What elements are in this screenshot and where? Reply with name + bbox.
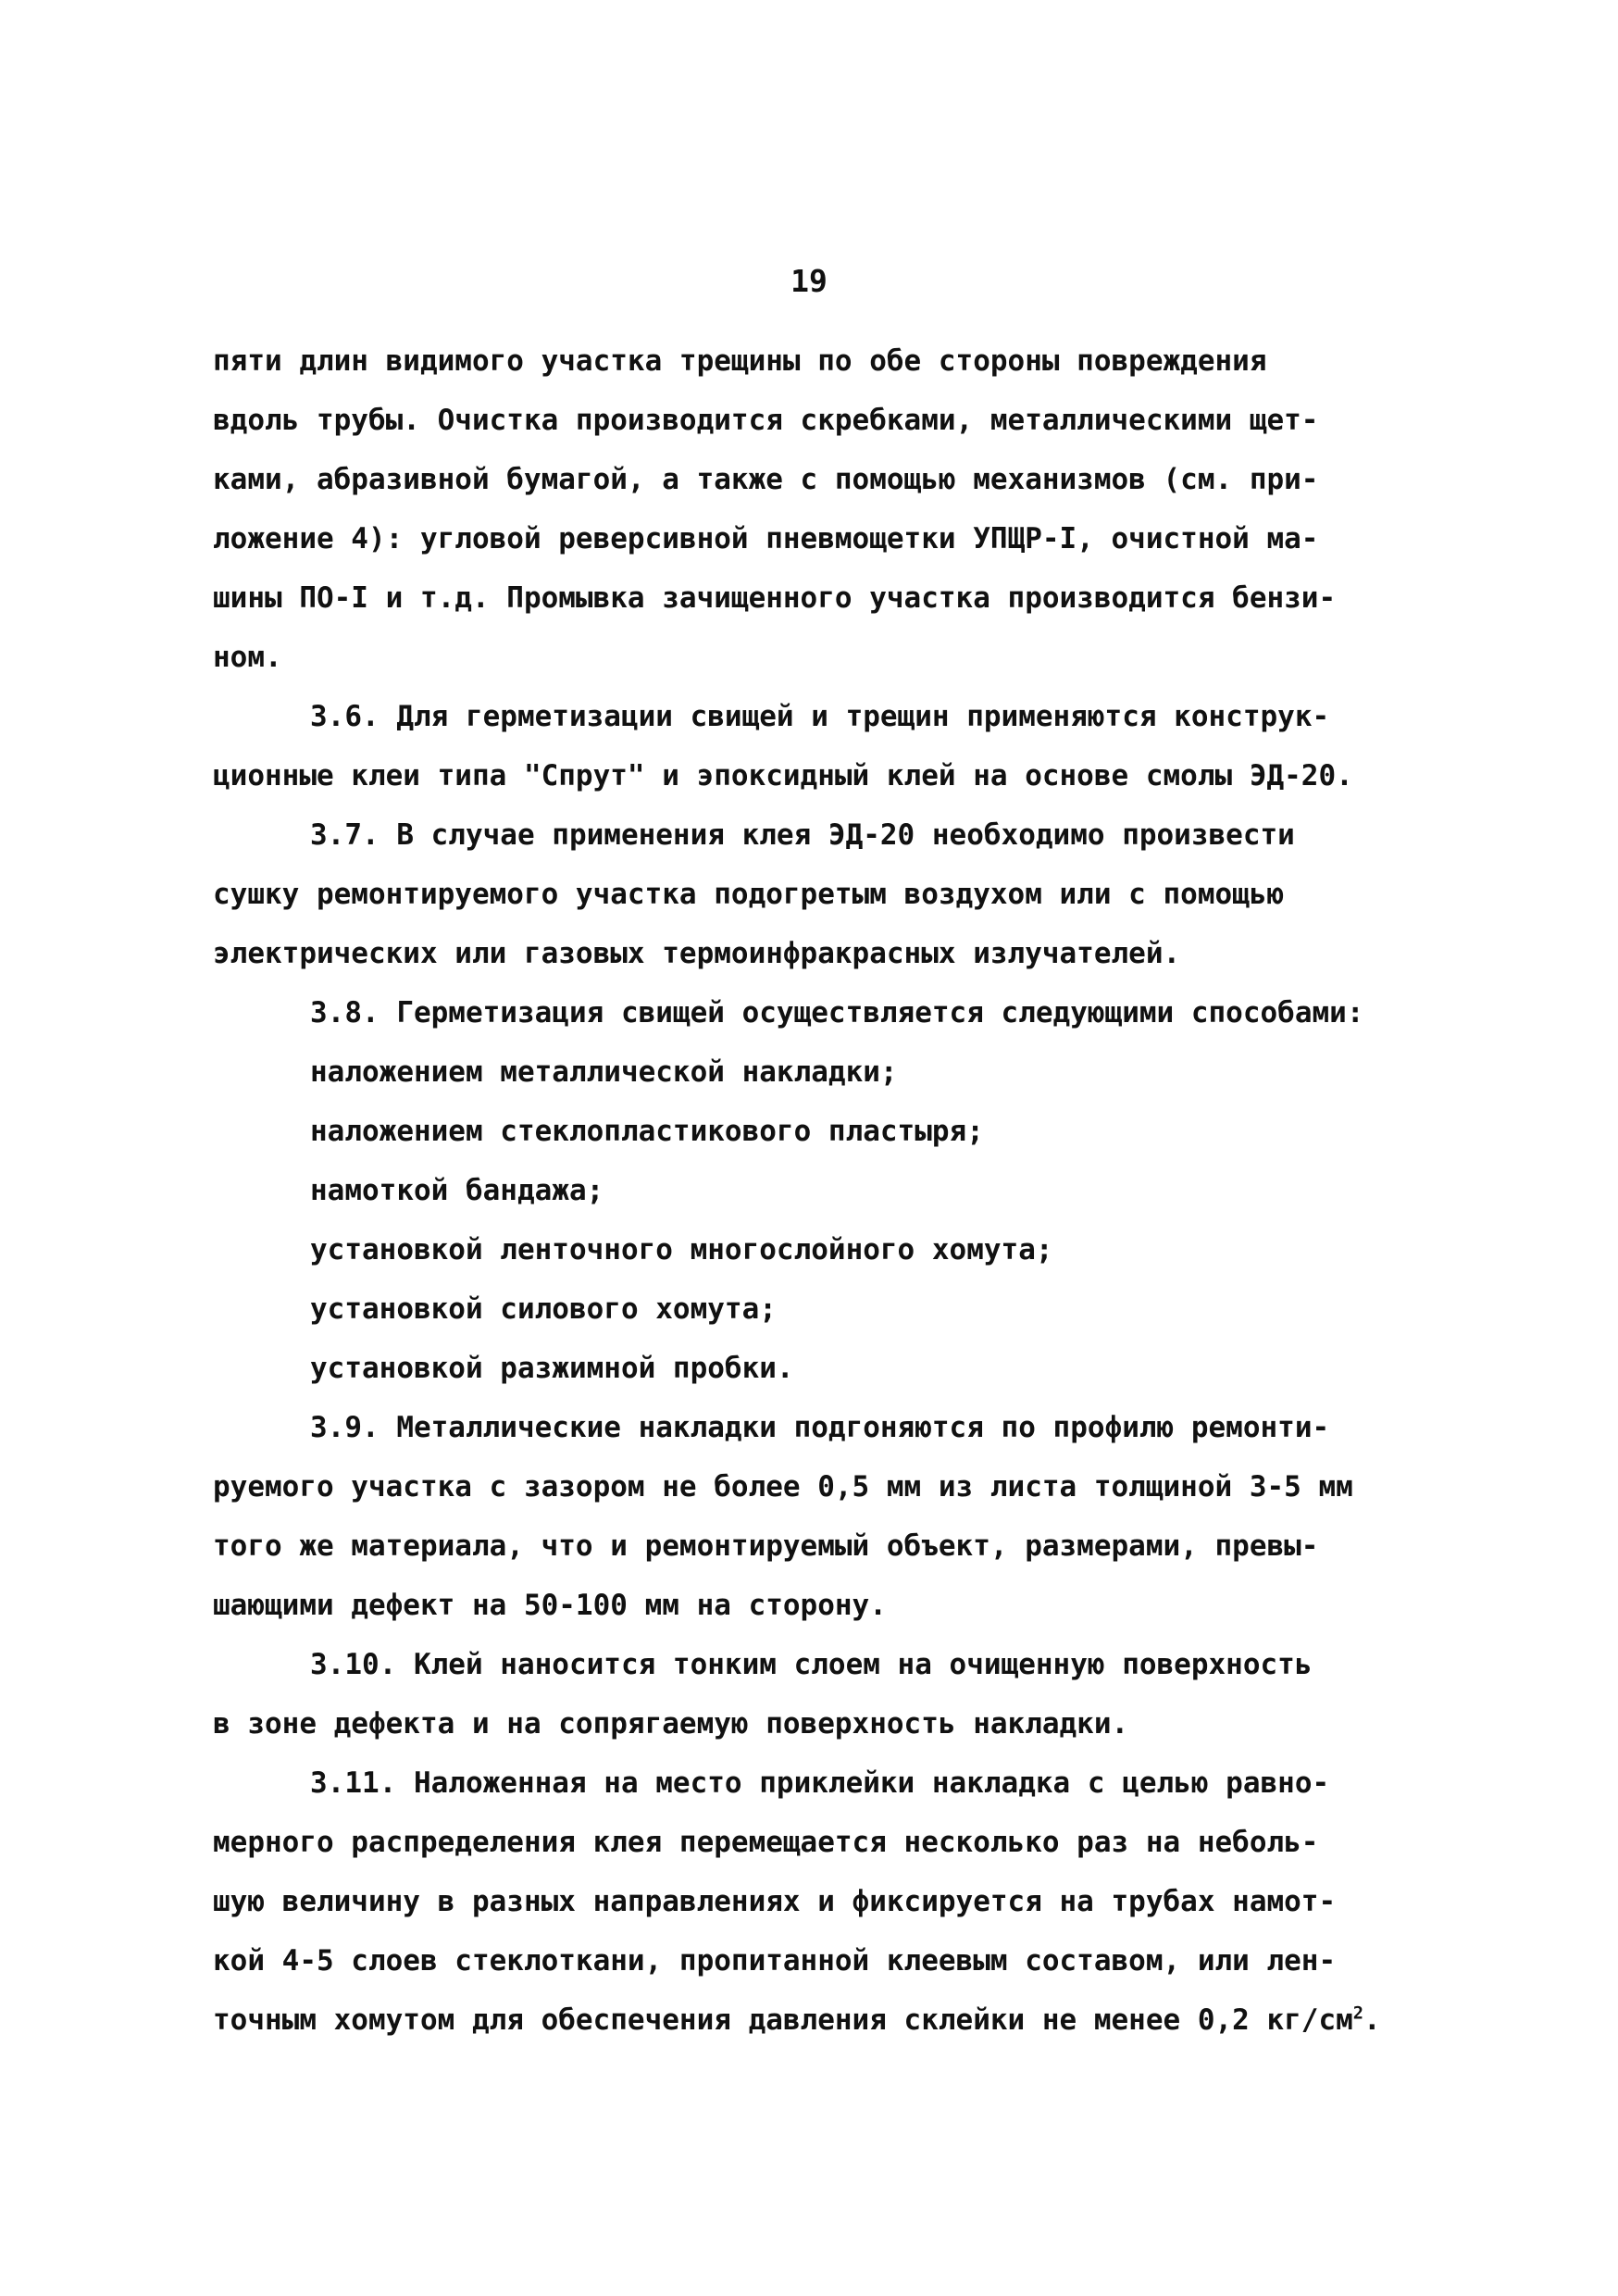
- paragraph-3-7-start: 3.7. В случае применения клея ЭД-20 необходимо произвести: [310, 818, 1295, 852]
- text-line: мерного распределения клея перемещается несколько раз на неболь-: [213, 1826, 1319, 1859]
- text-line: кой 4-5 слоев стеклоткани, пропитанной клеевым составом, или лен-: [213, 1944, 1337, 1978]
- text-line: ложение 4): угловой реверсивной пневмощетки УПЩР-I, очистной ма-: [213, 522, 1319, 555]
- text-line: того же материала, что и ремонтируемый объект, размерами, превы-: [213, 1529, 1319, 1563]
- text-line: шую величину в разных направлениях и фиксируется на трубах намот-: [213, 1885, 1337, 1918]
- text-line: в зоне дефекта и на сопрягаемую поверхность накладки.: [213, 1707, 1129, 1741]
- last-line-text: точным хомутом для обеспечения давления склейки не менее 0,2 кг/см: [213, 2003, 1353, 2037]
- list-item: установкой ленточного многослойного хомута;: [310, 1233, 1053, 1267]
- list-item: наложением стеклопластикового пластыря;: [310, 1115, 984, 1148]
- text-line: руемого участка с зазором не более 0,5 мм из листа толщиной 3-5 мм: [213, 1470, 1353, 1504]
- text-line: шающими дефект на 50-100 мм на сторону.: [213, 1589, 887, 1622]
- text-line: сушку ремонтируемого участка подогретым воздухом или с помощью: [213, 878, 1285, 911]
- text-line: электрических или газовых термоинфракрасных излучателей.: [213, 937, 1181, 970]
- list-item: наложением металлической накладки;: [310, 1055, 898, 1089]
- text-line: пяти длин видимого участка трещины по обе стороны повреждения: [213, 344, 1267, 378]
- paragraph-3-8-start: 3.8. Герметизация свищей осуществляется следующими способами:: [310, 996, 1364, 1029]
- superscript-two: 2: [1352, 2003, 1363, 2024]
- paragraph-3-11-start: 3.11. Наложенная на место приклейки накладка с целью равно-: [310, 1766, 1330, 1800]
- page-number: 19: [790, 263, 828, 299]
- last-line-period: .: [1363, 2003, 1381, 2037]
- list-item: установкой разжимной пробки.: [310, 1352, 794, 1385]
- list-item: установкой силового хомута;: [310, 1292, 777, 1326]
- paragraph-3-6-start: 3.6. Для герметизации свищей и трещин применяются конструк-: [310, 700, 1330, 733]
- list-item: намоткой бандажа;: [310, 1174, 604, 1207]
- text-line: вдоль трубы. Очистка производится скребками, металлическими щет-: [213, 404, 1319, 437]
- text-line: ном.: [213, 641, 282, 674]
- text-line: ционные клеи типа "Спрут" и эпоксидный клей на основе смолы ЭД-20.: [213, 759, 1353, 792]
- text-line: шины ПО-I и т.д. Промывка зачищенного участка производится бензи-: [213, 581, 1337, 615]
- text-line: ками, абразивной бумагой, а также с помощью механизмов (см. при-: [213, 463, 1319, 496]
- paragraph-3-9-start: 3.9. Металлические накладки подгоняются по профилю ремонти-: [310, 1411, 1330, 1444]
- paragraph-3-10-start: 3.10. Клей наносится тонким слоем на очищенную поверхность: [310, 1648, 1313, 1681]
- text-line-last: [213, 2002, 1381, 2039]
